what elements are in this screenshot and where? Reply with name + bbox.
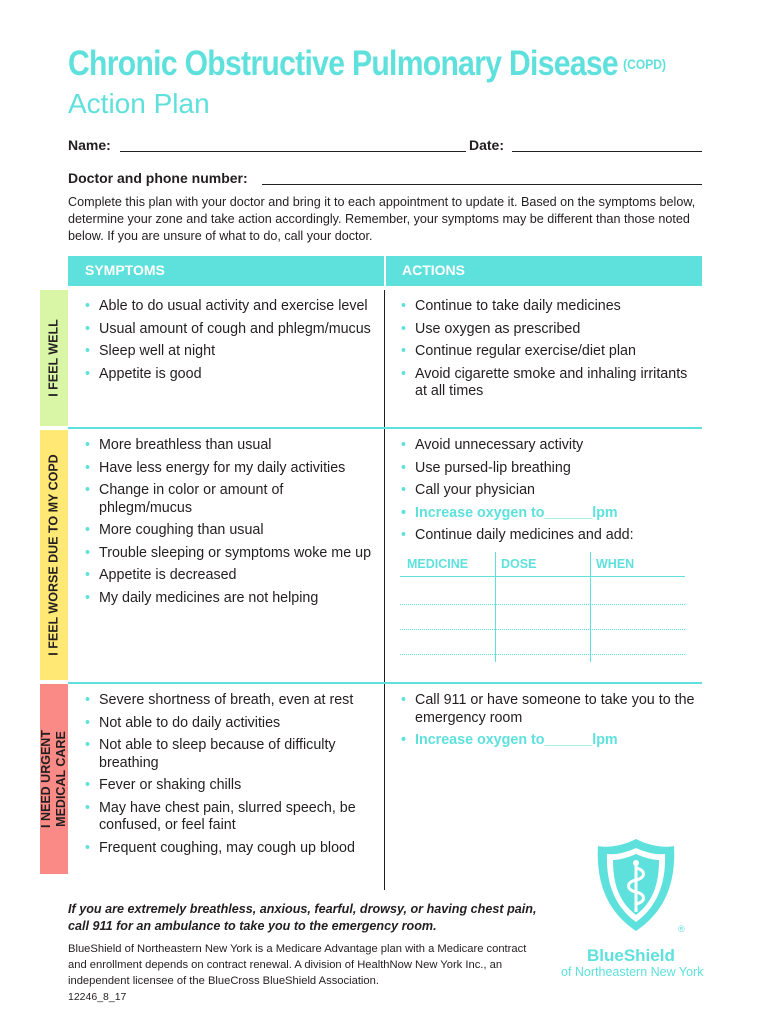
list-item: • Call your physician bbox=[398, 482, 698, 500]
zone-urgent-symptoms bbox=[82, 692, 372, 862]
zone-well-symptoms bbox=[82, 298, 372, 388]
symptoms-header: SYMPTOMS bbox=[85, 262, 165, 278]
list-item: • Avoid cigarette smoke and inhaling irritants at all times bbox=[398, 366, 698, 401]
name-label: Name: bbox=[68, 137, 111, 153]
column-divider bbox=[384, 290, 385, 890]
intro-text: Complete this plan with your doctor and bring it to each appointment to update it. Based on the symptoms below, determine your zone and take action accordingly. Remember, your symptoms may be different than those noted below. If you are unsure of what to do, call your doctor. bbox=[68, 195, 696, 243]
brand-tagline: of Northeastern New York bbox=[561, 965, 704, 979]
zone-worse-symptoms bbox=[82, 437, 372, 612]
zone-well-bar bbox=[40, 290, 68, 426]
registered-mark: ® bbox=[678, 924, 685, 934]
medicine-entry-row[interactable] bbox=[400, 654, 685, 655]
zone-well-actions bbox=[398, 298, 698, 406]
medicine-entry-row[interactable] bbox=[400, 604, 685, 605]
zone-divider-1 bbox=[68, 427, 702, 429]
page-subtitle: Action Plan bbox=[68, 88, 210, 119]
list-item: • Trouble sleeping or symptoms woke me up bbox=[82, 545, 372, 563]
list-item: • Not able to sleep because of difficulty breathing bbox=[82, 737, 372, 772]
zone-well-label: I FEEL WELL bbox=[46, 319, 61, 397]
list-item: • Able to do usual activity and exercise level bbox=[82, 298, 372, 316]
date-label: Date: bbox=[469, 137, 505, 153]
list-item: • Appetite is good bbox=[82, 366, 372, 384]
page-title: Chronic Obstructive Pulmonary Disease (COPD) bbox=[68, 44, 666, 83]
list-item: • Appetite is decreased bbox=[82, 567, 372, 585]
name-field[interactable] bbox=[120, 151, 466, 152]
dose-column-header: DOSE bbox=[501, 557, 537, 571]
actions-header: ACTIONS bbox=[402, 262, 465, 278]
medicine-table-header-rule bbox=[400, 576, 685, 577]
list-item: • Use pursed-lip breathing bbox=[398, 460, 698, 478]
disclaimer-text: BlueShield of Northeastern New York is a Medicare Advantage plan with a Medicare contract and enrollment depends on contract renewal. A division of HealthNow New York Inc., an independent licensee of the BlueCross BlueShield Association. bbox=[68, 943, 527, 987]
list-item: • Fever or shaking chills bbox=[82, 777, 372, 795]
when-column-header: WHEN bbox=[596, 557, 635, 571]
zone-divider-2 bbox=[68, 682, 702, 684]
list-item: • Sleep well at night bbox=[82, 343, 372, 361]
emergency-note: If you are extremely breathless, anxious, fearful, drowsy, or having chest pain, call 911 for an ambulance to take you to the emergency room. bbox=[68, 902, 537, 933]
zone-urgent-actions bbox=[398, 692, 698, 755]
medicine-entry-row[interactable] bbox=[400, 629, 685, 630]
list-item: • My daily medicines are not helping bbox=[82, 590, 372, 608]
list-item: • Have less energy for my daily activities bbox=[82, 460, 372, 478]
date-field[interactable] bbox=[512, 151, 702, 152]
doctor-phone-field[interactable] bbox=[262, 184, 702, 185]
header-divider bbox=[384, 256, 386, 286]
zone-worse-actions bbox=[398, 437, 698, 550]
zone-worse-bar bbox=[40, 430, 68, 680]
zone-worse-label: I FEEL WORSE DUE TO MY COPD bbox=[46, 454, 61, 656]
list-item: • Continue regular exercise/diet plan bbox=[398, 343, 698, 361]
list-item: • Call 911 or have someone to take you to the emergency room bbox=[398, 692, 698, 727]
list-item: • Frequent coughing, may cough up blood bbox=[82, 840, 372, 858]
list-item: • Change in color or amount of phlegm/mucus bbox=[82, 482, 372, 517]
brand-name: BlueShield bbox=[587, 946, 675, 965]
form-code: 12246_8_17 bbox=[68, 991, 127, 1003]
title-abbreviation: (COPD) bbox=[623, 56, 666, 72]
medicine-column-header: MEDICINE bbox=[407, 557, 469, 571]
list-item: • Increase oxygen to______lpm bbox=[398, 732, 698, 750]
zone-urgent-bar bbox=[40, 684, 68, 874]
list-item: • More coughing than usual bbox=[82, 522, 372, 540]
list-item: • Increase oxygen to______lpm bbox=[398, 505, 698, 523]
list-item: • May have chest pain, slurred speech, be confused, or feel faint bbox=[82, 800, 372, 835]
zone-urgent-label: I NEED URGENT MEDICAL CARE bbox=[39, 730, 68, 828]
list-item: • More breathless than usual bbox=[82, 437, 372, 455]
blueshield-logo-icon bbox=[594, 836, 678, 934]
list-item: • Severe shortness of breath, even at rest bbox=[82, 692, 372, 710]
doctor-phone-label: Doctor and phone number: bbox=[68, 170, 248, 186]
list-item: • Usual amount of cough and phlegm/mucus bbox=[82, 321, 372, 339]
list-item: • Not able to do daily activities bbox=[82, 715, 372, 733]
medicine-table-col-divider bbox=[590, 552, 591, 662]
medicine-table-col-divider bbox=[495, 552, 496, 662]
list-item: • Avoid unnecessary activity bbox=[398, 437, 698, 455]
list-item: • Continue to take daily medicines bbox=[398, 298, 698, 316]
list-item: • Continue daily medicines and add: bbox=[398, 527, 698, 545]
list-item: • Use oxygen as prescribed bbox=[398, 321, 698, 339]
